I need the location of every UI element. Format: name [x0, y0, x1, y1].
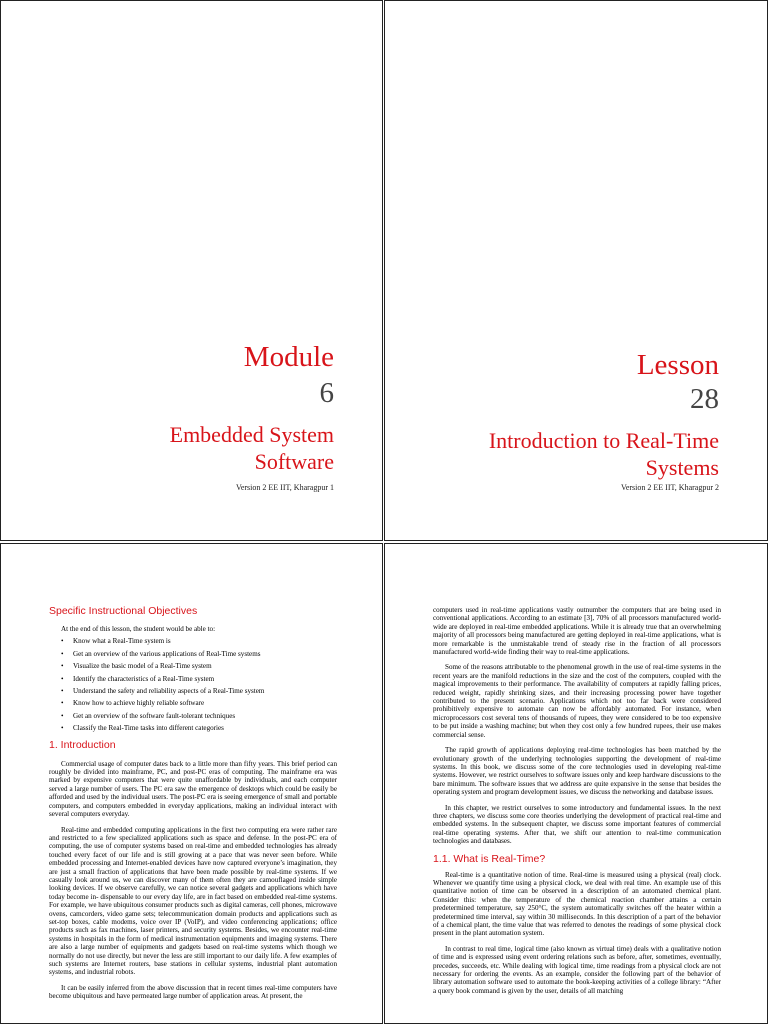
- list-item: • Know how to achieve highly reliable software: [61, 697, 337, 709]
- page-footer: Version 2 EE IIT, Kharagpur 1: [235, 483, 334, 492]
- paragraph: It can be easily inferred from the above discussion that in recent times real-time computers have become ubiquitous and have permeated large number of application areas. At present, the: [49, 983, 337, 1001]
- objectives-title: Specific Instructional Objectives: [49, 605, 198, 617]
- lesson-subtitle: [489, 427, 719, 481]
- list-item: • Identify the characteristics of a Real-Time system: [61, 673, 337, 685]
- paragraph: Commercial usage of computer dates back to a little more than fifty years. This brief period can roughly be divided into mainframe, PC, and post-PC eras of computing. The mainframe era was marked by expensive computers that were quite unaffordable by individuals, and each computer served a large number of users. The PC era saw the emergence of desktops which could be easily be afforded and used by the individual users. The post-PC era is seeing emergence of small and portable computers, and computers embedded in everyday applications, making an individual interact with several computers everyday.: [49, 759, 337, 819]
- list-item: • Know what a Real-Time system is: [61, 635, 337, 647]
- paragraph: computers used in real-time applications vastly outnumber the computers that are being used in conventional applications. According to an estimate [3], 70% of all processors manufactured world-wide are deployed in real-time embedded applications. While it is already true that an overwhelming majority of all processors being manufactured are getting deployed in real-time applications, what is more remarkable is the unmistakable trend of steady rise in the fraction of all processors manufactured world-wide finding their way to real-time applications.: [433, 606, 721, 657]
- page-footer: Version 2 EE IIT, Kharagpur 2: [620, 483, 719, 492]
- body-text: [433, 871, 721, 996]
- list-item: • Get an overview of the software fault-tolerant techniques: [61, 710, 337, 722]
- list-item: • Understand the safety and reliability aspects of a Real-Time system: [61, 685, 337, 697]
- module-subtitle: [170, 421, 334, 475]
- body-text: [49, 760, 337, 1001]
- list-item: • Classify the Real-Time tasks into different categories: [61, 722, 337, 734]
- page-objectives: [0, 543, 383, 1024]
- paragraph: In contrast to real time, logical time (also known as virtual time) deals with a qualitative notion of time and is expressed using event ordering relations such as before, after, sometimes, eventually, precedes, succeeds, etc. While dealing with logical time, time readings from a physical clock are not necessary for ordering the events. As an example, consider the following part of the behavior of library automation software used to automate the book-keeping activities of a college library: “After a query book command is given by the user, details of all matching: [433, 944, 721, 995]
- list-item: • Visualize the basic model of a Real-Time system: [61, 660, 337, 672]
- paragraph: Real-time is a quantitative notion of time. Real-time is measured using a physical (real) clock. Whenever we quantify time using a physical clock, we deal with real time. An example use of this quantitative notion of time can be observed in a description of an automated chemical plant. Consider this: when the temperature of the chemical reaction chamber attains a certain predetermined temperature, say 250°C, the system automatically switches off the heater within a predetermined time interval, say within 30 milliseconds. In this description of a part of the behavior of a chemical plant, the time value that was referred to denotes the readings of some physical clock present in the plant automation system.: [433, 870, 721, 938]
- page-body: [49, 605, 337, 1008]
- page-lesson-cover: [384, 0, 768, 541]
- page-introduction-continued: [384, 543, 768, 1024]
- paragraph: Some of the reasons attributable to the phenomenal growth in the use of real-time systems in the recent years are the manifold reductions in the size and the cost of the computers, coupled with the magical improvements to their performance. The availability of computers at rapidly falling prices, reduced weight, rapidly shrinking sizes, and their increasing processing power have together contributed to the present scenario. Applications which not too far back were considered prohibitively expensive to automate can now be affordably automated. For instance, when microprocessors cost several tens of thousands of rupees, they were considered to be too expensive to be put inside a washing machine; but when they cost only a few hundred rupees, their use makes commercial sense.: [433, 663, 721, 739]
- module-subtitle-line2: Software: [254, 449, 334, 474]
- lesson-subtitle-line1: Introduction to Real-Time: [488, 428, 719, 453]
- module-subtitle-line1: Embedded System: [169, 422, 334, 447]
- lesson-number: 28: [690, 383, 719, 415]
- section-title-what-is-real-time: 1.1. What is Real-Time?: [433, 852, 546, 865]
- objectives-list: [49, 635, 337, 734]
- module-heading: Module: [243, 341, 334, 373]
- page-module-cover: [0, 0, 383, 541]
- page-body: [433, 606, 721, 1002]
- lesson-heading: Lesson: [636, 349, 719, 381]
- section-title-introduction: 1. Introduction: [49, 738, 116, 751]
- list-item: • Get an overview of the various applications of Real-Time systems: [61, 648, 337, 660]
- paragraph: The rapid growth of applications deploying real-time technologies has been matched by the evolutionary growth of the underlying technologies supporting the development of real-time systems. In this book, we discuss some of the core technologies used in developing real-time systems. However, we restrict ourselves to software issues only and keep hardware discussions to the bare minimum. The software issues that we address are quite expansive in the sense that besides the operating system and program development issues, we discuss the networking and database issues.: [433, 746, 721, 797]
- objectives-intro: At the end of this lesson, the student would be able to:: [61, 625, 216, 633]
- paragraph: Real-time and embedded computing applications in the first two computing era were rather rare and restricted to a few specialized applications such as space and defense. In the post-PC era of computing, the use of computer systems based on real-time and embedded technologies has already touched every facet of our life and is still growing at a pace that was never seen before. While embedded processing and Internet-enabled devices have now captured everyone’s imagination, they are just a small fraction of applications that have been made possible by real-time systems. If we casually look around us, we can discover many of them often they are camouflaged inside simple looking devices. If we observe carefully, we can notice several gadgets and applications which have today become in- dispensable to our every day life, are in fact based on embedded real-time systems. For example, we have ubiquitous consumer products such as digital cameras, cell phones, microwave ovens, camcorders, video game sets; telecommunication domain products and applications such as set-top boxes, cable modems, voice over IP (VoIP), and video conferencing applications; office products such as fax machines, laser printers, and security systems. Besides, we encounter real-time systems in hospitals in the form of medical instrumentation equipments and imaging systems. There are also a large number of equipments and gadgets based on real-time systems which though we normally do not use directly, but never the less are still important to our daily life. A few examples of such systems are Internet routers, base stations in cellular systems, industrial plant automation systems, and industrial robots.: [49, 825, 338, 977]
- body-text: [433, 606, 721, 846]
- module-number: 6: [319, 377, 334, 409]
- paragraph: In this chapter, we restrict ourselves to some introductory and fundamental issues. In the next three chapters, we discuss some core theories underlying the development of practical real-time and embedded systems. In the subsequent chapter, we discuss some important features of commercial real-time operating systems. After that, we shift our attention to real-time communication technologies and databases.: [433, 803, 721, 846]
- lesson-subtitle-line2: Systems: [645, 455, 719, 480]
